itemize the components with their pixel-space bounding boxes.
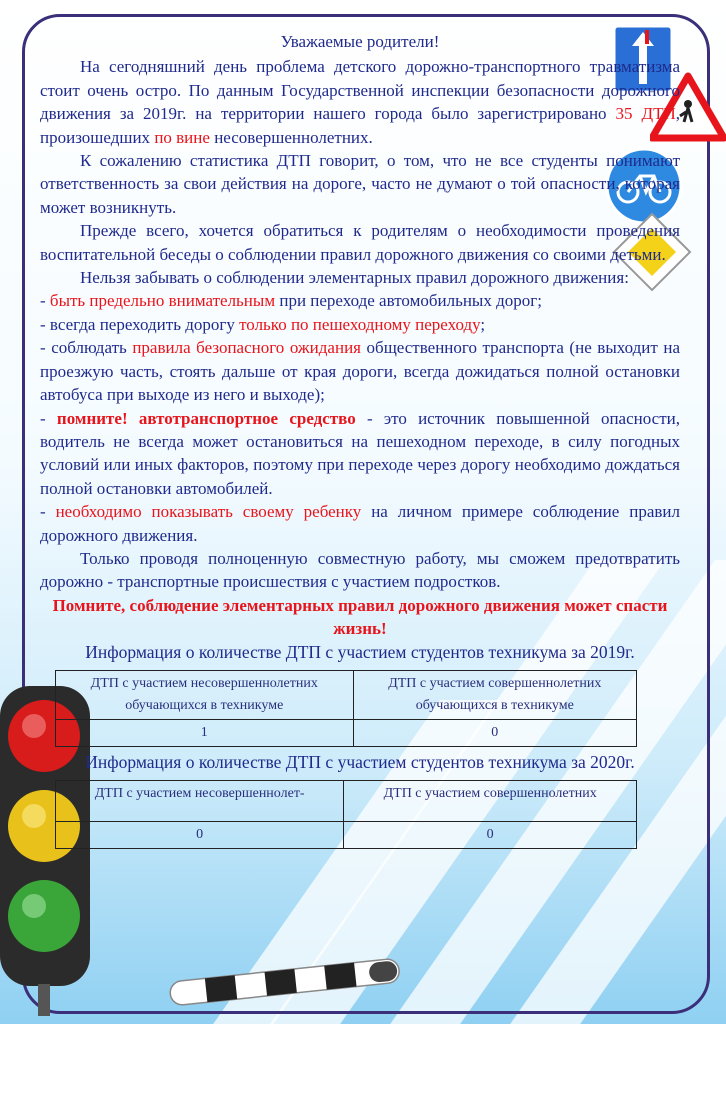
- letter-body: [40, 30, 680, 853]
- rule-text: -: [40, 408, 57, 428]
- table-value-cell: 0: [56, 822, 344, 849]
- rule-highlight: только по пешеходному переходу: [239, 314, 481, 334]
- rule-text: -: [40, 502, 56, 522]
- rule-text: общественного транспорта (не выходит на проезжую часть, стоять дальше от края дороги, всегда дожидаться полной остановки автобуса при выходе из него и выходе);: [40, 338, 680, 405]
- callout-warning: Помните, соблюдение элементарных правил дорожного движения может спасти жизнь!: [52, 595, 668, 639]
- rule-text: - это источник повышенной опасности, водитель не всегда может остановиться на пешеходном переходе, в силу погодных условий или иных факторов, поэтому при переходе через дорогу необходимо дождаться полной остановки автомобилей.: [40, 408, 680, 498]
- table-value-cell: 1: [56, 719, 354, 746]
- rule-text: на личном примере соблюдение правил дорожного движения.: [40, 502, 680, 545]
- rule-text: ;: [480, 314, 486, 334]
- highlight-fault: по вине: [154, 127, 210, 147]
- rule-highlight: быть предельно внимательным: [49, 291, 276, 311]
- rule-text: - соблюдать: [40, 338, 133, 358]
- table-header-cell: ДТП с участием совершеннолетних: [344, 781, 637, 822]
- rule-text: -: [40, 291, 50, 311]
- paragraph-statistics: [40, 55, 680, 149]
- table-2019-caption: Информация о количестве ДТП с участием студентов техникума за 2019г.: [85, 641, 635, 662]
- rule-highlight: необходимо показывать своему ребенку: [55, 502, 362, 522]
- traffic-baton-icon: [160, 950, 410, 1020]
- table-2020: [55, 780, 637, 849]
- paragraph-responsibility: К сожалению статистика ДТП говорит, о том, что не все студенты понимают ответственность за свои действия на дороге, часто не думают о той опасности, которая может возникнуть.: [40, 151, 680, 217]
- highlight-accident-count: 35 ДТП: [615, 104, 676, 124]
- letter-heading: Уважаемые родители!: [280, 32, 440, 51]
- rule-text: - всегда переходить дорогу: [40, 314, 240, 334]
- rule-item: [40, 289, 680, 312]
- paragraph-closing: Только проводя полноценную совместную работу, мы сможем предотвратить дорожно - транспортные происшествия с участием подростков.: [40, 548, 680, 592]
- paragraph-text: несовершеннолетних.: [209, 127, 373, 147]
- rule-text: при переходе автомобильных дорог;: [275, 291, 542, 311]
- rule-item: [40, 313, 680, 336]
- rule-item: [40, 407, 680, 501]
- table-header-cell: ДТП с участием совершеннолетних обучающихся в техникуме: [353, 670, 636, 719]
- table-2020-caption: Информация о количестве ДТП с участием студентов техникума за 2020г.: [85, 751, 635, 772]
- paragraph-text: , произошедших: [40, 104, 680, 147]
- table-value-cell: 0: [353, 719, 636, 746]
- rule-item: [40, 336, 680, 406]
- table-value-cell: 0: [344, 822, 637, 849]
- rule-highlight: помните! автотранспортное средство: [56, 408, 356, 428]
- paragraph-parents: Прежде всего, хочется обратиться к родителям о необходимости проведения воспитательной беседы о соблюдении правил дорожного движения со своими детьми.: [40, 221, 680, 264]
- table-2019: [55, 670, 637, 747]
- rule-item: [40, 500, 680, 547]
- paragraph-rules-intro: Нельзя забывать о соблюдении элементарных правил дорожного движения:: [80, 268, 629, 288]
- table-header-cell: ДТП с участием несовершеннолетних обучающихся в техникуме: [56, 670, 354, 719]
- rule-highlight: правила безопасного ожидания: [132, 338, 361, 358]
- paragraph-text: На сегодняшний день проблема детского дорожно-транспортного травматизма стоит очень остро. По данным Государственной инспекции безопасности дорожного движения за 2019г. на территории нашего города было зарегистрировано: [40, 57, 680, 124]
- table-header-cell: ДТП с участием несовершеннолет-: [56, 781, 344, 822]
